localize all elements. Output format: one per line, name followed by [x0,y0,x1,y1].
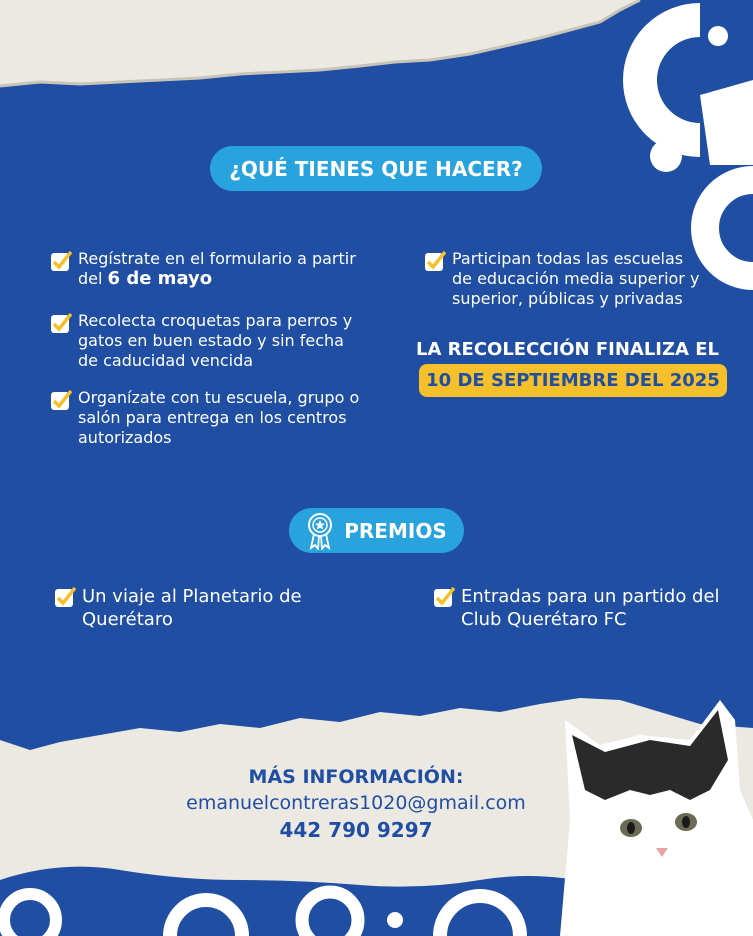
task-text: Organízate con tu escuela, grupo o salón para entrega en los centros autorizados [78,388,360,447]
prize-text: Entradas para un partido del Club Querétaro FC [461,586,720,630]
section-title-pill: ¿QUÉ TIENES QUE HACER? [210,146,542,191]
deadline-date: 10 DE SEPTIEMBRE DEL 2025 [419,364,727,397]
participants-text: Participan todas las escuelas de educación media superior y superior, públicas y privadas [452,249,700,308]
deadline-label: LA RECOLECCIÓN FINALIZA EL [416,339,720,360]
contact-email[interactable]: emanuelcontreras1020@gmail.com [186,792,526,814]
task-text: Regístrate en el formulario a partir del 6 de mayo [78,249,356,289]
prizes-title: PREMIOS [344,518,447,543]
prize-text: Un viaje al Planetario de Querétaro [82,586,302,630]
task-text: Recolecta croquetas para perros y gatos en buen estado y sin fecha de caducidad vencida [78,311,353,370]
contact-phone[interactable]: 442 790 9297 [279,818,433,842]
contact-title: MÁS INFORMACIÓN: [248,766,464,788]
